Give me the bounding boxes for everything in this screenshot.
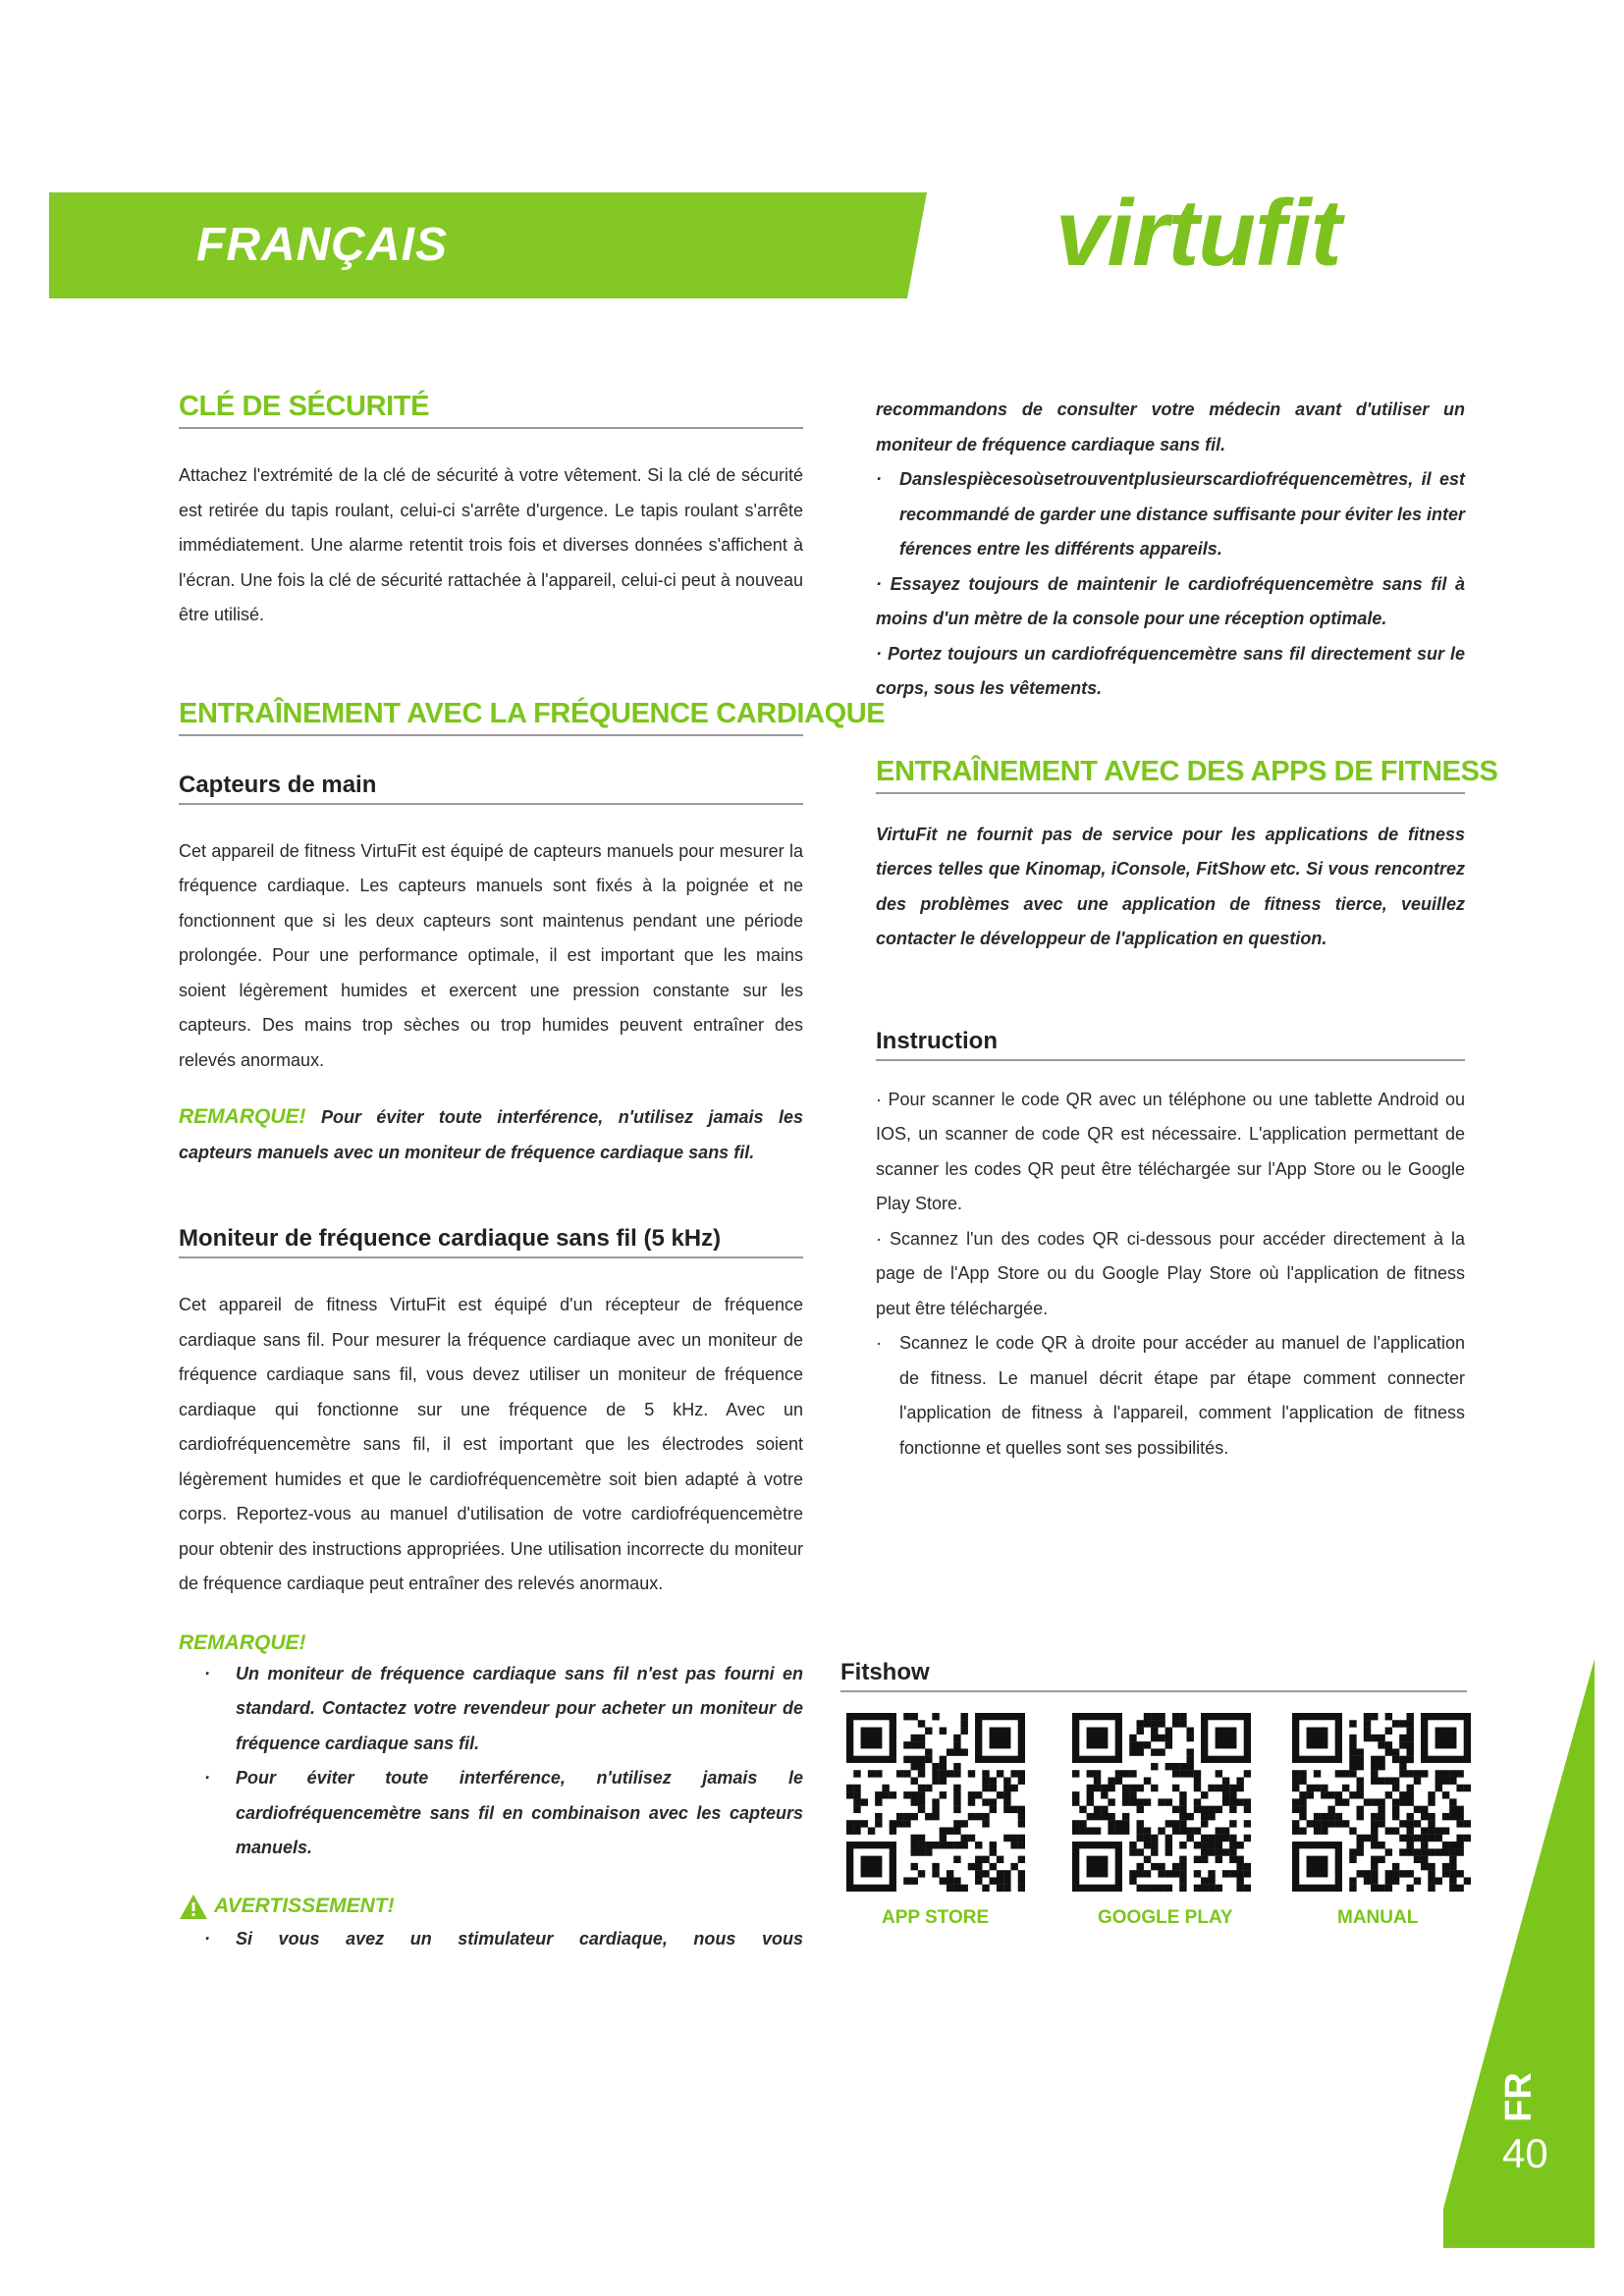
instruction-heading: Instruction (876, 1028, 1465, 1061)
note2-item: Pour éviter toute interférence, n'utilisez jamais le cardiofréquencemètre sans fil en combinaison avec les capteurs manuels. (236, 1768, 803, 1857)
list-item: · Pour éviter toute interférence, n'utilisez jamais le cardiofréquencemètre sans fil en combinaison avec les capteurs manuels. (179, 1761, 803, 1866)
warning-cont-4: · Portez toujours un cardiofréquencemètre sans fil directement sur le corps, sous les vêtements. (876, 643, 1465, 698)
note1-text: Pour éviter toute interférence, n'utilisez jamais les capteurs manuels avec un moniteur de fréquence cardiaque sans fil. (179, 1107, 803, 1162)
note2-list (179, 1657, 803, 1866)
google-play-label: GOOGLE PLAY (1098, 1907, 1233, 1928)
fitness-apps-heading: ENTRAÎNEMENT AVEC DES APPS DE FITNESS (876, 756, 1465, 794)
right-column (876, 393, 1498, 1466)
note1 (179, 1099, 803, 1170)
instruction-list (876, 1083, 1465, 1467)
note2-label: REMARQUE! (179, 1630, 306, 1654)
warning-continued (876, 393, 1465, 707)
app-store-label: APP STORE (882, 1907, 990, 1928)
hr-training-heading: ENTRAÎNEMENT AVEC LA FRÉQUENCE CARDIAQUE (179, 698, 803, 736)
warning-cont-1: recommandons de consulter votre médecin avant d'utiliser un moniteur de fréquence cardiaque sans fil. (876, 400, 1465, 454)
list-item: · Scannez le code QR à droite pour accéder au manuel de l'application de fitness. Le manuel décrit étape par étape comment connecter l'application de fitness à l'appareil, comment l'application de fitness fonctionne et quelles sont ses possibilités. (876, 1326, 1465, 1466)
list-item: · Si vous avez un stimulateur cardiaque, nous vous (179, 1922, 803, 1957)
fitshow-heading: Fitshow (840, 1659, 1467, 1692)
list-item: · Un moniteur de fréquence cardiaque sans fil n'est pas fourni en standard. Contactez votre revendeur pour acheter un moniteur de fréquence cardiaque sans fil. (179, 1657, 803, 1762)
hand-sensors-heading: Capteurs de main (179, 772, 803, 805)
safety-key-text: Attachez l'extrémité de la clé de sécurité à votre vêtement. Si la clé de sécurité est retirée du tapis roulant, celui-ci s'arrête d'urgence. Le tapis roulant s'arrête immédiatement. Une alarme retentit trois fois et diverses données s'affichent à l'écran. Une fois la clé de sécurité rattachée à l'appareil, celui-ci peut à nouveau être utilisé. (179, 465, 803, 624)
qr-code-app-store[interactable] (846, 1713, 1025, 1892)
instruction-item: Scannez le code QR à droite pour accéder au manuel de l'application de fitness. Le manuel décrit étape par étape comment connecter l'application de fitness à l'appareil, comment l'application de fitness fonctionne et quelles sont ses possibilités. (899, 1333, 1465, 1458)
warning-heading (179, 1894, 803, 1920)
note2-item: Un moniteur de fréquence cardiaque sans fil n'est pas fourni en standard. Contactez votre revendeur pour acheter un moniteur de fréquence cardiaque sans fil. (236, 1663, 803, 1753)
list-item: · Danslespiècesoùsetrouventplusieurscardiofréquencemètres, il est recommandé de garder une distance suffisante pour éviter les interférences entre les différents appareils. (876, 462, 1465, 567)
warning-icon (179, 1894, 208, 1920)
brand-logo: virtufit (1056, 181, 1341, 286)
qr-code-google-play[interactable] (1072, 1713, 1251, 1892)
note1-label: REMARQUE! (179, 1105, 306, 1128)
hand-sensors-text: Cet appareil de fitness VirtuFit est équipé de capteurs manuels pour mesurer la fréquence cardiaque. Les capteurs manuels sont fixés à la poignée et ne fonctionnent que si les deux capteurs sont maintenus pendant une période prolongée. Pour une performance optimale, il est important que les mains soient légèrement humides et exercent une pression constante sur les capteurs. Des mains trop sèches ou trop humides peuvent entraîner des relevés anormaux. (179, 840, 803, 1070)
side-tab-lang: FR (1497, 2072, 1540, 2122)
warning-item: Si vous avez un stimulateur cardiaque, nous vous (236, 1928, 803, 1949)
warning-cont-3: · Essayez toujours de maintenir le cardiofréquencemètre sans fil à moins d'un mètre de la console pour une réception optimale. (876, 573, 1465, 628)
header-banner (49, 192, 927, 298)
page-number: 40 (1502, 2130, 1548, 2176)
instruction-item: · Pour scanner le code QR avec un téléphone ou une tablette Android ou IOS, un scanner de code QR est nécessaire. L'application permettant de scanner les codes QR peut être téléchargée sur l'App Store ou le Google Play Store. (876, 1089, 1465, 1213)
warning-cont-2: Danslespiècesoùsetrouventplusieurscardiofréquencemètres, il est recommandé de garder une distance suffisante pour éviter les interférences entre les différents appareils. (899, 469, 1465, 559)
warning-label: AVERTISSEMENT! (214, 1895, 395, 1917)
language-title: FRANÇAIS (196, 219, 448, 271)
fitness-apps-text: VirtuFit ne fournit pas de service pour les applications de fitness tierces telles que Kinomap, iConsole, FitShow etc. Si vous rencontrez des problèmes avec une application de fitness tierce, veuillez contacter le développeur de l'application en question. (876, 824, 1465, 948)
wireless-monitor-heading: Moniteur de fréquence cardiaque sans fil (5 kHz) (179, 1225, 803, 1258)
wireless-monitor-text: Cet appareil de fitness VirtuFit est équipé d'un récepteur de fréquence cardiaque sans fil. Pour mesurer la fréquence cardiaque avec un moniteur de fréquence cardiaque sans fil, vous devez utiliser un moniteur de fréquence cardiaque qui fonctionne sur une fréquence de 5 kHz. Avec un cardiofréquencemètre sans fil, il est important que les électrodes soient légèrement humides et que le cardiofréquencemètre soit bien adapté à votre corps. Reportez-vous au manuel d'utilisation de votre cardiofréquencemètre pour obtenir des instructions appropriées. Une utilisation incorrecte du moniteur de fréquence cardiaque peut entraîner des relevés anormaux. (179, 1295, 803, 1593)
safety-key-heading: CLÉ DE SÉCURITÉ (179, 391, 803, 429)
instruction-item: · Scannez l'un des codes QR ci-dessous pour accéder directement à la page de l'App Store ou du Google Play Store où l'application de fitness peut être téléchargée. (876, 1228, 1465, 1318)
manual-label: MANUAL (1337, 1907, 1419, 1928)
